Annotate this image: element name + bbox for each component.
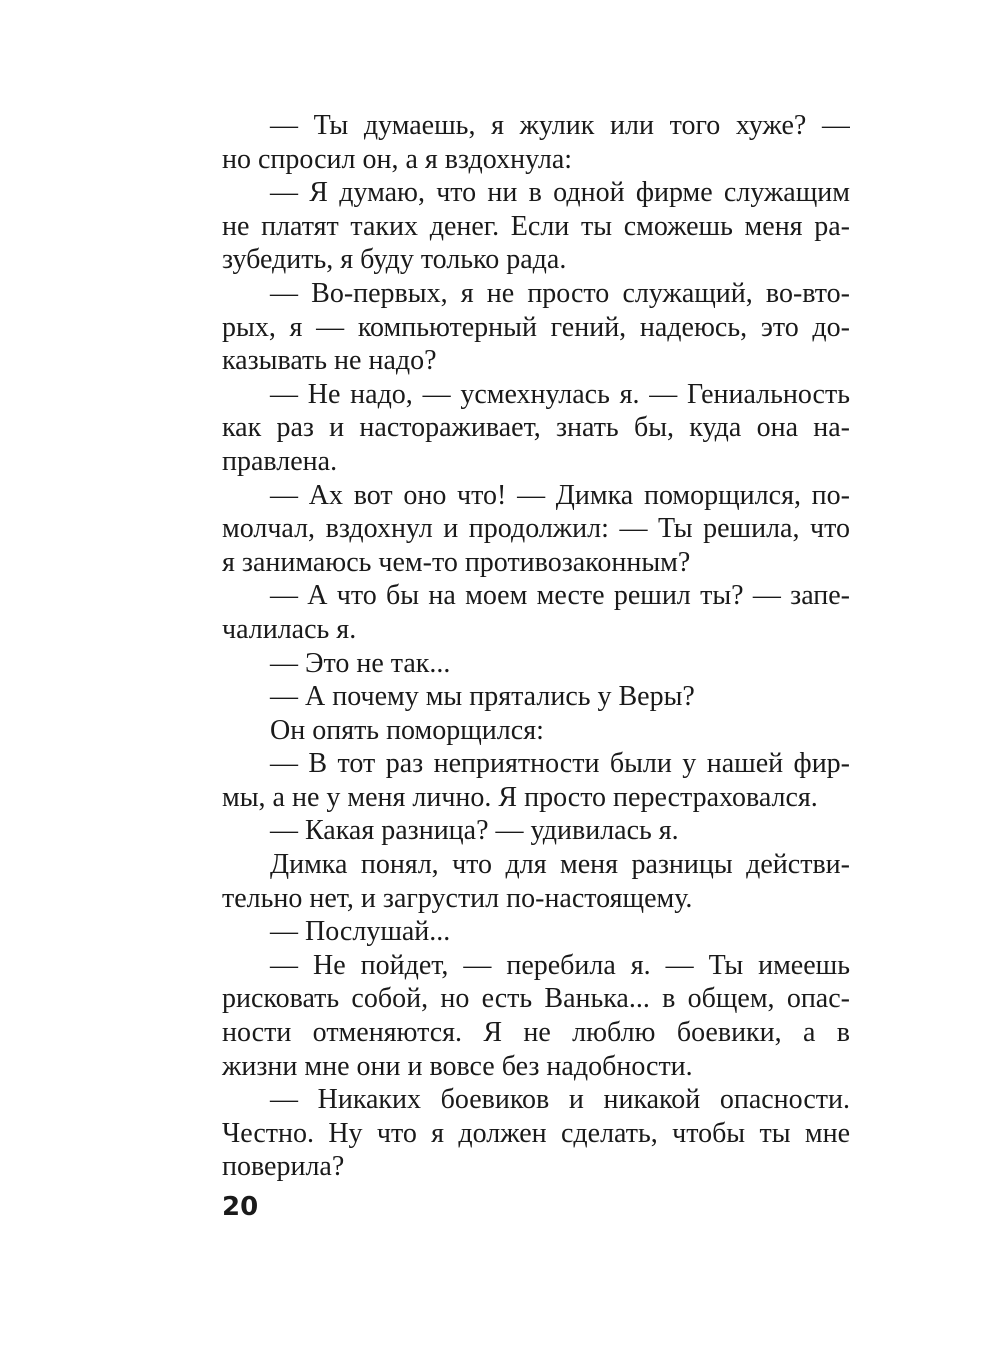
text-line: — Это не так... <box>270 647 451 679</box>
text-line: ности отменяются. Я не люблю боевики, а в <box>222 1017 850 1049</box>
text-line: как раз и настораживает, знать бы, куда она на- <box>222 412 850 444</box>
text-line: — Послушай... <box>270 916 451 948</box>
body-text <box>222 109 850 1184</box>
text-line: рисковать собой, но есть Ванька... в общем, опас- <box>222 983 850 1015</box>
text-line: — А почему мы прятались у Веры? <box>270 681 695 713</box>
text-line: — В тот раз неприятности были у нашей фир- <box>270 748 850 780</box>
text-line: — Ты думаешь, я жулик или того хуже? — <box>270 110 850 141</box>
text-line: — Во-первых, я не просто служащий, во-вто- <box>270 277 850 309</box>
text-line: — Я думаю, что ни в одной фирме служащим <box>270 177 850 209</box>
text-line: Честно. Ну что я должен сделать, чтобы ты мне <box>222 1117 850 1149</box>
text-line: не платят таких денег. Если ты сможешь меня ра- <box>222 210 850 242</box>
text-line: тельно нет, и загрустил по-настоящему. <box>222 882 693 914</box>
text-line: я занимаюсь чем-то противозаконным? <box>222 546 691 578</box>
text-line: чалилась я. <box>222 613 357 645</box>
text-line: казывать не надо? <box>222 345 437 377</box>
text-line: мы, а не у меня лично. Я просто перестраховался. <box>222 781 818 813</box>
text-line: — Какая разница? — удивилась я. <box>270 815 679 847</box>
text-line: жизни мне они и вовсе без надобности. <box>222 1050 693 1082</box>
text-line: — А что бы на моем месте решил ты? — запе- <box>270 580 850 612</box>
text-line: — Не пойдет, — перебила я. — Ты имеешь <box>270 949 850 981</box>
text-line: — Не надо, — усмехнулась я. — Гениальность <box>270 378 850 410</box>
text-line: — Никаких боевиков и никакой опасности. <box>270 1084 850 1116</box>
text-line: правлена. <box>222 445 338 477</box>
text-line: Он опять поморщился: <box>270 714 544 746</box>
text-line: Димка понял, что для меня разницы действи- <box>270 849 850 881</box>
page-number: 20 <box>222 1192 259 1222</box>
text-line: поверила? <box>222 1151 345 1183</box>
text-line: зубедить, я буду только рада. <box>222 244 567 276</box>
text-line: — Ах вот оно что! — Димка поморщился, по- <box>270 479 850 511</box>
text-line: молчал, вздохнул и продолжил: — Ты решила, что <box>222 513 850 545</box>
text-line: рых, я — компьютерный гений, надеюсь, это до- <box>222 311 850 343</box>
text-line: но спросил он, а я вздохнула: <box>222 143 573 175</box>
